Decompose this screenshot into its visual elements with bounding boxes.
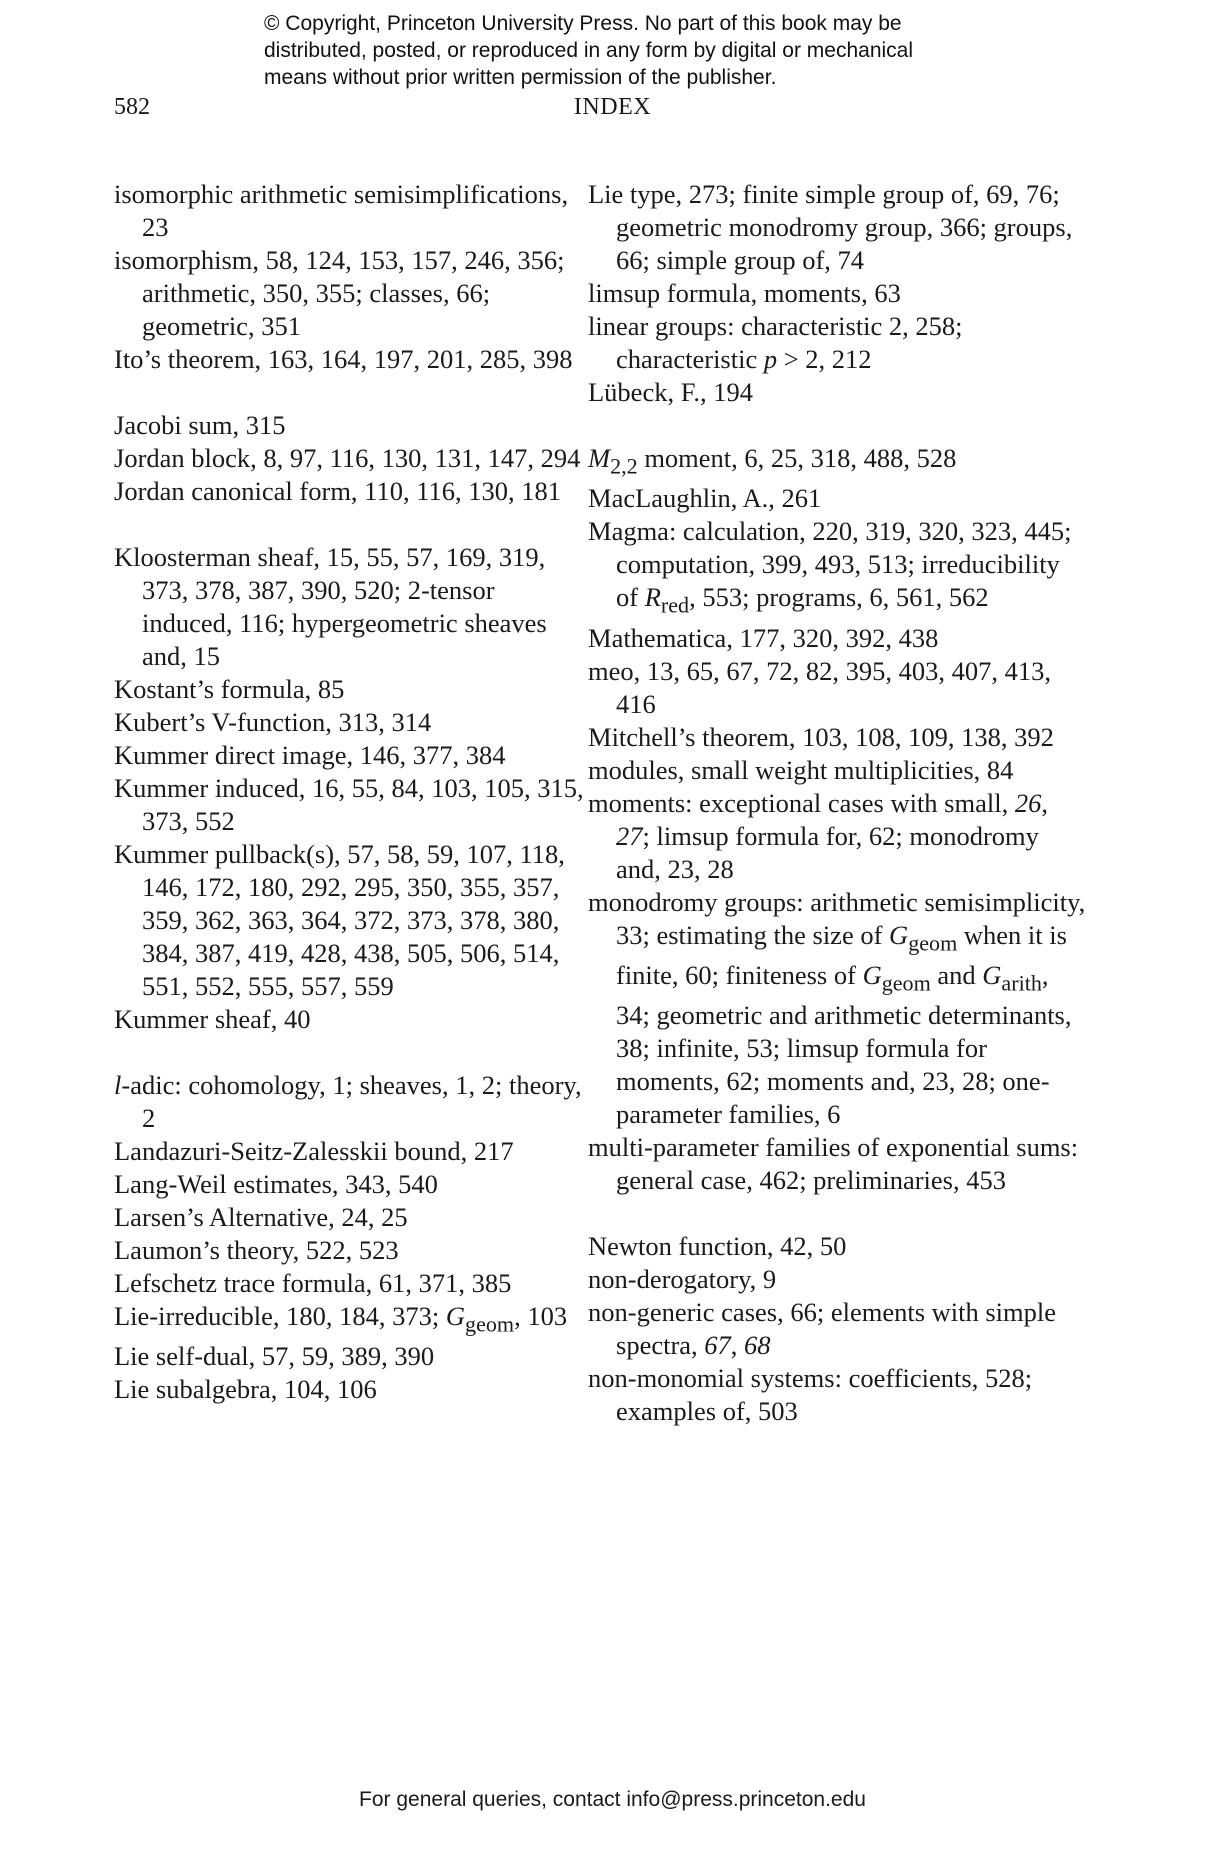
index-entry: MacLaughlin, A., 261: [588, 483, 822, 514]
index-entry: Lefschetz trace formula, 61, 371, 385: [114, 1268, 512, 1298]
index-entry: Lie-irreducible, 180, 184, 373; $G_{geom}$, 103: [114, 1301, 568, 1337]
index-entry: Lie self-dual, 57, 59, 389, 390: [114, 1341, 435, 1372]
index-entry: Landazuri-Seitz-Zalesskii bound, 217: [114, 1136, 514, 1166]
index-entry: monodromy groups: arithmetic semisimplicity, 33; estimating the size of $G_{geom}$ when it is finite, 60; finiteness of $G_{geom}$ and $G_{arith}$, 34; geometric and arithmetic determinants, 38; infinite, 53; limsup formula for moments, 62; moments and, 23, 28; one-parameter families, 6: [588, 886, 1086, 1130]
index-entry: linear groups: characteristic 2, 258; characteristic p > 2, 212: [588, 311, 963, 374]
index-entry: Kummer sheaf, 40: [114, 1004, 311, 1034]
index-entry: non-derogatory, 9: [588, 1264, 777, 1295]
index-entry: moments: exceptional cases with small, 26, 27; limsup formula for, 62; monodromy and, 23, 28: [588, 787, 1048, 884]
index-column-left: [114, 178, 584, 1406]
index-entry: Larsen’s Alternative, 24, 25: [114, 1202, 408, 1232]
index-entry: non-monomial systems: coefficients, 528; examples of, 503: [588, 1363, 1033, 1427]
index-entry: Kummer direct image, 146, 377, 384: [114, 740, 506, 770]
index-entry: limsup formula, moments, 63: [588, 278, 901, 308]
index-entry: Ito’s theorem, 163, 164, 197, 201, 285, 398: [114, 344, 573, 374]
index-entry: multi-parameter families of exponential sums: general case, 462; preliminaries, 453: [588, 1132, 1079, 1196]
index-entry: Kummer pullback(s), 57, 58, 59, 107, 118, 146, 172, 180, 292, 295, 350, 355, 357, 359, 362, 363, 364, 372, 373, 378, 380, 384, 387, 419, 428, 438, 505, 506, 514, 551, 552, 555, 557, 559: [114, 839, 565, 1001]
index-letter-gap: [588, 409, 1088, 442]
index-entry: $M_{2,2}$ moment, 6, 25, 318, 488, 528: [588, 443, 957, 479]
copyright-notice: [264, 10, 984, 91]
index-entry: Kostant’s formula, 85: [114, 674, 345, 704]
index-letter-gap: [114, 1036, 584, 1069]
copyright-line-1: © Copyright, Princeton University Press. No part of this book may be: [264, 12, 902, 35]
index-entry: Lang-Weil estimates, 343, 540: [114, 1169, 438, 1199]
index-entry: Lie subalgebra, 104, 106: [114, 1374, 377, 1405]
index-entry: isomorphic arithmetic semisimplifications, 23: [114, 179, 569, 242]
index-entry: Jacobi sum, 315: [114, 410, 286, 440]
page-number: 582: [114, 94, 150, 120]
index-entry: meo, 13, 65, 67, 72, 82, 395, 403, 407, 413, 416: [588, 655, 1051, 719]
index-entry: Mitchell’s theorem, 103, 108, 109, 138, 392: [588, 721, 1054, 752]
index-entry: Kloosterman sheaf, 15, 55, 57, 169, 319, 373, 378, 387, 390, 520; 2-tensor induced, 116; hypergeometric sheaves and, 15: [114, 542, 547, 671]
index-entry: Lie type, 273; finite simple group of, 69, 76; geometric monodromy group, 366; groups, 66; simple group of, 74: [588, 179, 1073, 275]
footer-contact: For general queries, contact info@press.princeton.edu: [359, 1788, 866, 1811]
index-entry: Laumon’s theory, 522, 523: [114, 1235, 399, 1265]
index-entry: non-generic cases, 66; elements with simple spectra, 67, 68: [588, 1297, 1057, 1361]
index-entry: Jordan block, 8, 97, 116, 130, 131, 147, 294: [114, 443, 581, 473]
index-letter-gap: [114, 376, 584, 409]
index-entry: Mathematica, 177, 320, 392, 438: [588, 622, 939, 653]
index-letter-gap: [588, 1197, 1088, 1230]
index-entry: isomorphism, 58, 124, 153, 157, 246, 356; arithmetic, 350, 355; classes, 66; geometric, 351: [114, 245, 565, 341]
index-entry: Jordan canonical form, 110, 116, 130, 181: [114, 476, 561, 506]
copyright-line-2: distributed, posted, or reproduced in any form by digital or mechanical: [264, 39, 914, 62]
index-entry: Kubert’s V-function, 313, 314: [114, 707, 432, 737]
index-entry: modules, small weight multiplicities, 84: [588, 754, 1014, 785]
copyright-line-3: means without prior written permission of the publisher.: [264, 66, 777, 89]
index-entry: Kummer induced, 16, 55, 84, 103, 105, 315, 373, 552: [114, 773, 584, 836]
index-letter-gap: [114, 508, 584, 541]
index-column-right: [588, 178, 1088, 1428]
index-entry: Magma: calculation, 220, 319, 320, 323, 445; computation, 399, 493, 513; irreducibility of $R_{red}$, 553; programs, 6, 561, 562: [588, 516, 1072, 618]
running-head: INDEX: [573, 94, 652, 120]
index-entry: l-adic: cohomology, 1; sheaves, 1, 2; theory, 2: [114, 1070, 582, 1133]
index-entry: Lübeck, F., 194: [588, 377, 753, 407]
index-entry: Newton function, 42, 50: [588, 1231, 847, 1262]
